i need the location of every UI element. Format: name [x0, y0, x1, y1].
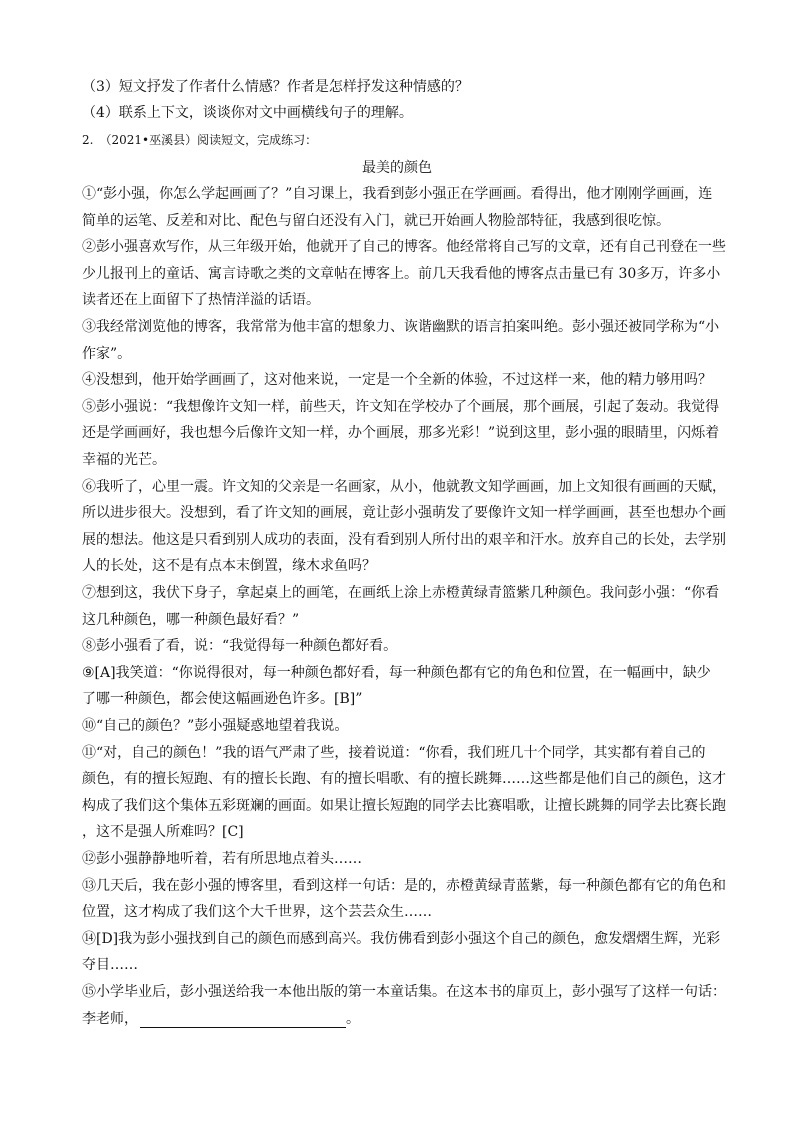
passage-line: ②彭小强喜欢写作，从三年级开始，他就开了自己的博客。他经常将自己写的文章，还有自己刊登在一些 — [82, 239, 726, 256]
passage-line: 夺目…… — [82, 957, 138, 974]
passage-line: ⑭[D]我为彭小强找到自己的颜色而感到高兴。我仿佛看到彭小强这个自己的颜色，愈发熠熠生辉，光彩 — [82, 930, 721, 947]
question-4: （4）联系上下文，谈谈你对文中画横线句子的理解。 — [82, 105, 413, 121]
last-line-prefix: 李老师， — [82, 1010, 138, 1027]
passage-line: 作家”。 — [82, 345, 132, 362]
passage-line: ⑨[A]我笑道：“你说得很对，每一种颜色都好看，每一种颜色都有它的角色和位置，在一幅画中，缺少 — [82, 664, 711, 681]
passage-line: 构成了我们这个集体五彩斑斓的画面。如果让擅长短跑的同学去比赛唱歌，让擅长跳舞的同学去比赛长跑 — [82, 797, 726, 814]
question-3: （3）短文抒发了作者什么情感？作者是怎样抒发这种情感的？ — [82, 79, 469, 95]
passage-line: ⑧彭小强看了看，说：“我觉得每一种颜色都好看。 — [82, 638, 398, 655]
passage-line: ，这不是强人所难吗？[C] — [82, 824, 244, 841]
passage-line: ⑤彭小强说：“我想像许文知一样，前些天，许文知在学校办了个画展，那个画展，引起了轰动。我觉得 — [82, 398, 720, 415]
passage-title: 最美的颜色 — [362, 160, 432, 176]
passage-line: 位置，这才构成了我们这个大千世界，这个芸芸众生…… — [82, 904, 432, 921]
passage-line: 幸福的光芒。 — [82, 452, 166, 468]
last-line-suffix: 。 — [346, 1010, 360, 1027]
passage-line: ①“彭小强，你怎么学起画画了？”自习课上，我看到彭小强正在学画画。看得出，他才刚刚学画画，连 — [82, 186, 713, 202]
passage-line: 简单的运笔、反差和对比、配色与留白还没有入门，就已开始画人物脸部特征，我感到很吃惊。 — [82, 212, 670, 229]
passage-line: ③我经常浏览他的博客，我常常为他丰富的想象力、诙谐幽默的语言拍案叫绝。彭小强还被同学称为“小 — [82, 319, 720, 335]
passage-line: 少儿报刊上的童话、寓言诗歌之类的文章帖在博客上。前几天我看他的博客点击量已有 30多万，许多小 — [82, 265, 721, 282]
passage-line: 人的长处，这不是有点本末倒置，缘木求鱼吗？ — [82, 558, 376, 575]
passage-line: ⑥我听了，心里一震。许文知的父亲是一名画家，从小，他就教文知学画画，加上文知很有画画的天赋， — [82, 478, 726, 495]
passage-line: 读者还在上面留下了热情洋溢的话语。 — [82, 292, 320, 309]
passage-line: 这几种颜色，哪一种颜色最好看？” — [82, 611, 300, 628]
passage-line: 所以进步很大。没想到，看了许文知的画展，竟让彭小强萌发了要像许文知一样学画画，甚至也想办个画 — [82, 505, 726, 522]
passage-line: ⑫彭小强静静地听着，若有所思地点着头…… — [82, 851, 362, 867]
passage-line: ⑮小学毕业后，彭小强送给我一本他出版的第一本童话集。在这本书的扉页上，彭小强写了这样一句话： — [82, 984, 726, 1000]
answer-blank[interactable] — [140, 1011, 346, 1028]
passage-line: 颜色，有的擅长短跑、有的擅长长跑、有的擅长唱歌、有的擅长跳舞……这些都是他们自己的颜色，这才 — [82, 771, 726, 788]
passage-line: 了哪一种颜色，都会使这幅画逊色许多。[B]” — [82, 691, 363, 708]
passage-line: 还是学画画好，我也想今后像许文知一样，办个画展，那多光彩！”说到这里，彭小强的眼睛里，闪烁着 — [82, 425, 720, 442]
passage-line: ④没想到，他开始学画画了，这对他来说，一定是一个全新的体验，不过这样一来，他的精力够用吗？ — [82, 372, 712, 389]
passage-last-line — [82, 1010, 722, 1028]
passage-line: ⑬几天后，我在彭小强的博客里，看到这样一句话：是的，赤橙黄绿青蓝紫，每一种颜色都有它的角色和 — [82, 877, 726, 894]
passage-line: ⑩“自己的颜色？”彭小强疑惑地望着我说。 — [82, 718, 349, 734]
passage-line: 展的想法。他这是只看到别人成功的表面，没有看到别人所付出的艰辛和汗水。放弃自己的长处，去学别 — [82, 531, 726, 548]
passage-line: ⑦想到这，我伏下身子，拿起桌上的画笔，在画纸上涂上赤橙黄绿青篮紫几种颜色。我问彭小强：“你看 — [82, 585, 720, 601]
passage-line: ⑪“对，自己的颜色！”我的语气严肃了些，接着说道：“你看，我们班几十个同学，其实都有着自己的 — [82, 744, 706, 761]
problem-2-header: 2. （2021•巫溪县）阅读短文，完成练习： — [82, 133, 318, 147]
